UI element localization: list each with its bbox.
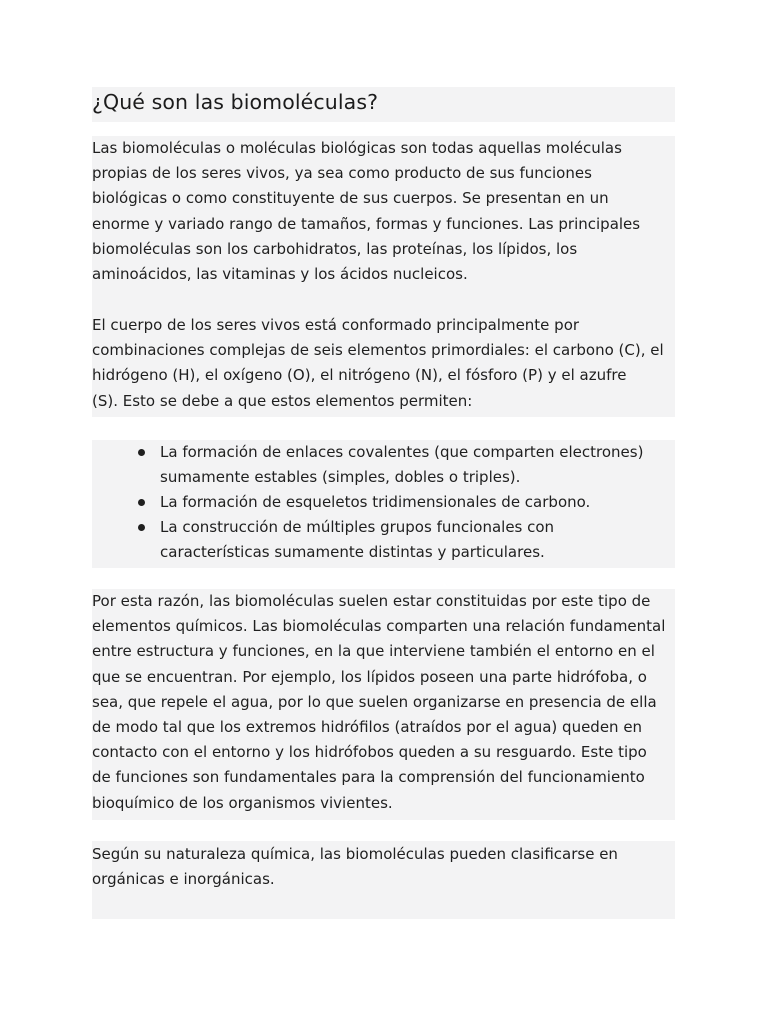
bullet-icon [138, 499, 145, 506]
paragraph-line: orgánicas e inorgánicas. [92, 870, 275, 889]
paragraph-elements [92, 313, 664, 414]
paragraph-classification [92, 842, 618, 892]
paragraph-line: Por esta razón, las biomoléculas suelen estar constituidas por este tipo de [92, 592, 651, 610]
list-item-line: características sumamente distintas y particulares. [160, 543, 545, 562]
list-item-line: La formación de enlaces covalentes (que comparten electrones) [160, 443, 644, 461]
paragraph-line: aminoácidos, las vitaminas y los ácidos nucleicos. [92, 265, 468, 284]
paragraph-intro [92, 136, 640, 287]
list-item-line: sumamente estables (simples, dobles o triples). [160, 468, 521, 487]
paragraph-line: entre estructura y funciones, en la que interviene también el entorno en el [92, 642, 655, 661]
page-title: ¿Qué son las biomoléculas? [92, 90, 379, 114]
paragraph-line: elementos químicos. Las biomoléculas comparten una relación fundamental [92, 617, 666, 636]
list-item-line: La construcción de múltiples grupos funcionales con [160, 518, 555, 536]
paragraph-line: de funciones son fundamentales para la comprensión del funcionamiento [92, 768, 645, 787]
title-block [92, 87, 675, 122]
list-item-text [160, 490, 590, 515]
paragraph-line: biológicas o como constituyente de sus cuerpos. Se presentan en un [92, 189, 609, 208]
list-item-text [160, 515, 554, 565]
paragraph-line: enorme y variado rango de tamaños, formas y funciones. Las principales [92, 214, 641, 233]
paragraph-line: Según su naturaleza química, las biomoléculas pueden clasificarse en [92, 845, 618, 863]
paragraph-line: propias de los seres vivos, ya sea como producto de sus funciones [92, 164, 592, 183]
list-item-line: La formación de esqueletos tridimensionales de carbono. [160, 493, 591, 511]
paragraph-structure [92, 589, 665, 816]
intro-block [92, 136, 675, 417]
classification-block [92, 841, 675, 919]
paragraph-line: combinaciones complejas de seis elementos primordiales: el carbono (C), el [92, 341, 664, 360]
paragraph-line: contacto con el entorno y los hidrófobos queden a su resguardo. Este tipo [92, 743, 647, 762]
paragraph-line: biomoléculas son los carbohidratos, las proteínas, los lípidos, los [92, 239, 578, 258]
paragraph-line: Las biomoléculas o moléculas biológicas son todas aquellas moléculas [92, 139, 622, 157]
paragraph-line: de modo tal que los extremos hidrófilos (atraídos por el agua) queden en [92, 718, 643, 737]
bullet-icon [138, 524, 145, 531]
list-item-text [160, 440, 643, 490]
bullet-icon [138, 449, 145, 456]
structure-function-block [92, 589, 675, 820]
paragraph-line: El cuerpo de los seres vivos está conformado principalmente por [92, 316, 580, 334]
paragraph-line: sea, que repele el agua, por lo que suelen organizarse en presencia de ella [92, 692, 657, 711]
paragraph-line: que se encuentran. Por ejemplo, los lípidos poseen una parte hidrófoba, o [92, 667, 647, 686]
paragraph-line: hidrógeno (H), el oxígeno (O), el nitrógeno (N), el fósforo (P) y el azufre [92, 366, 627, 385]
paragraph-line: (S). Esto se debe a que estos elementos permiten: [92, 391, 473, 410]
paragraph-line: bioquímico de los organismos vivientes. [92, 793, 393, 812]
bullet-list [92, 440, 675, 568]
